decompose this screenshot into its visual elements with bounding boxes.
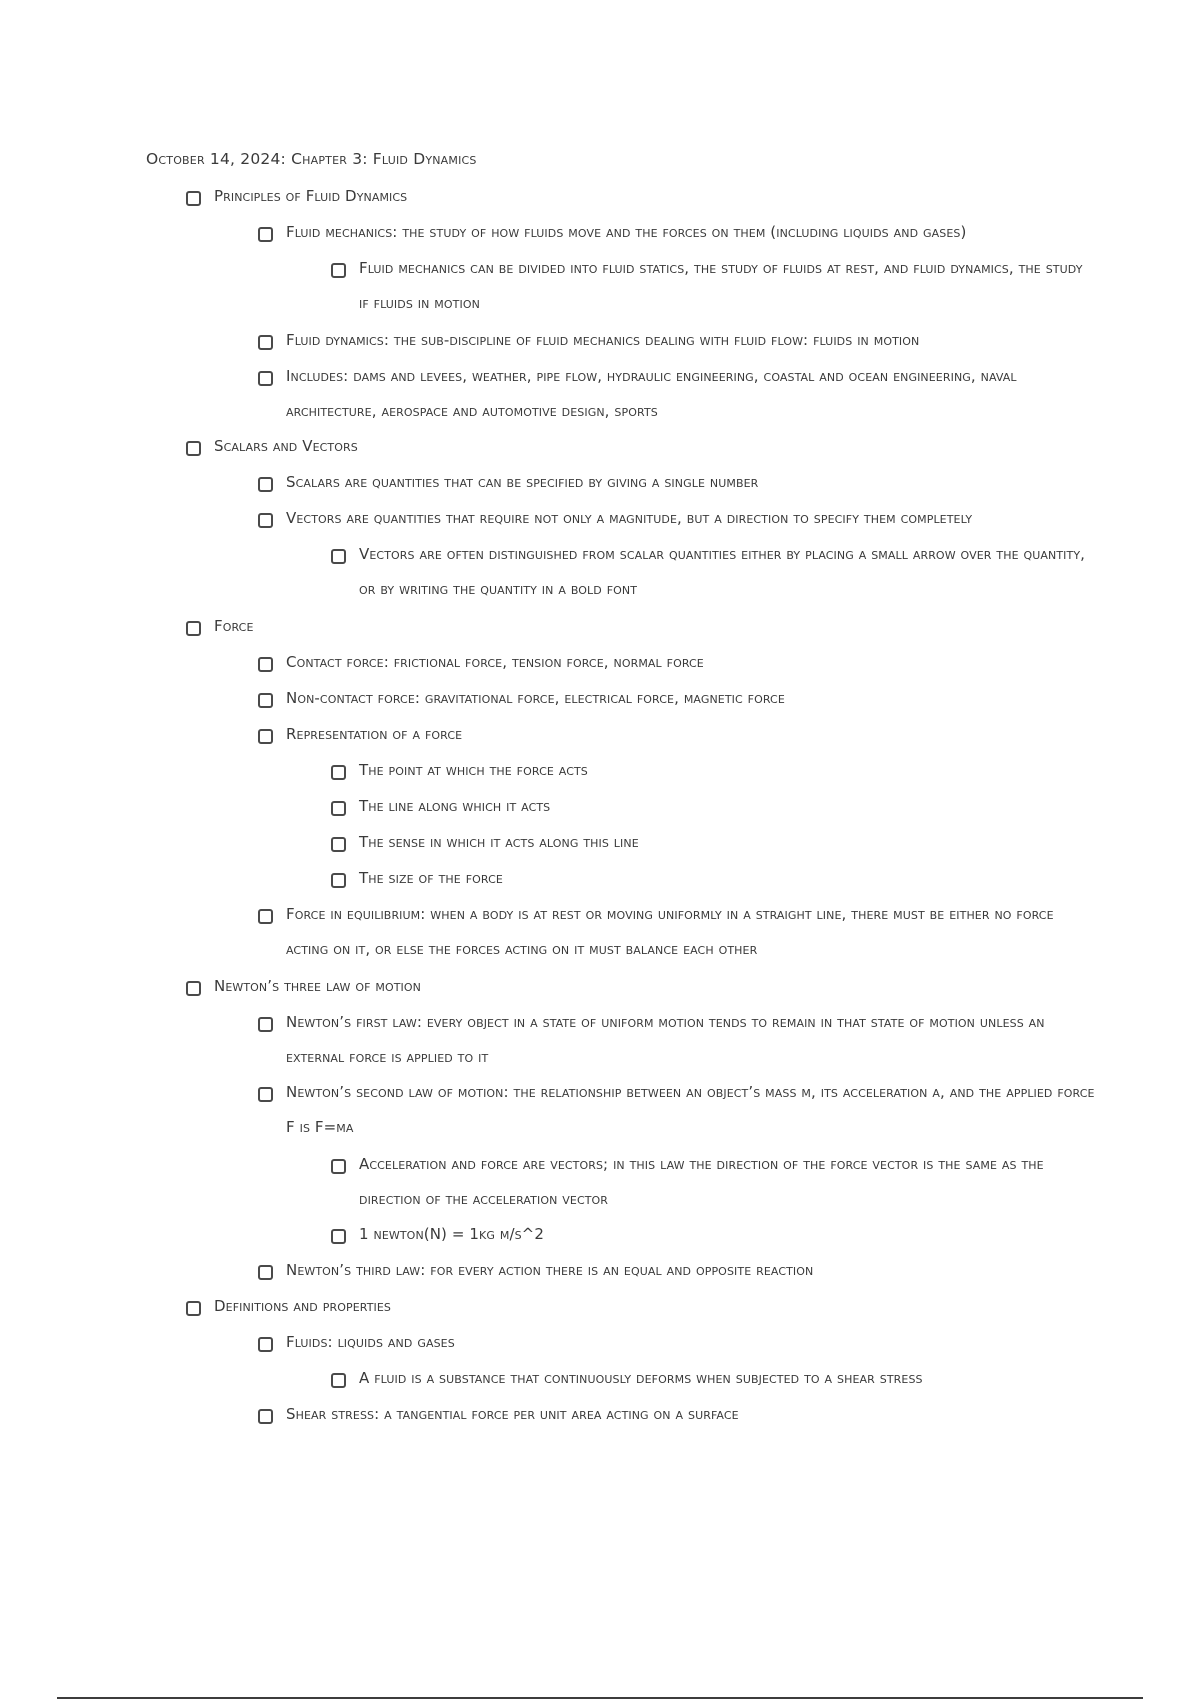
item-text: Newton’s three law of motion [214, 977, 421, 995]
checklist-item [186, 187, 1086, 214]
item-text: Vectors are often distinguished from scalar quantities either by placing a small arrow over the quantity, or by writing the quantity in a bold font [359, 545, 1086, 598]
checklist-item [258, 1013, 1098, 1075]
checklist-item [331, 1369, 1091, 1396]
page-title: October 14, 2024: Chapter 3: Fluid Dynamics [146, 150, 477, 168]
footer-divider [57, 1697, 1143, 1699]
checklist-item [331, 833, 1091, 860]
checklist-item [258, 689, 1098, 716]
checkbox[interactable] [258, 1265, 273, 1280]
item-text: Newton’s second law of motion: the relationship between an object’s mass m, its acceleration a, and the applied force F is F=ma [286, 1083, 1095, 1136]
item-text: Scalars are quantities that can be specified by giving a single number [286, 473, 759, 491]
checklist-item [258, 223, 1098, 250]
checklist-item [258, 653, 1098, 680]
checklist-item [331, 761, 1091, 788]
checkbox[interactable] [186, 621, 201, 636]
checkbox[interactable] [331, 801, 346, 816]
item-text: Principles of Fluid Dynamics [214, 187, 408, 205]
checkbox[interactable] [258, 513, 273, 528]
item-text: Force in equilibrium: when a body is at rest or moving uniformly in a straight line, there must be either no force acting on it, or else the forces acting on it must balance each other [286, 905, 1054, 958]
checkbox[interactable] [258, 335, 273, 350]
checklist-item [331, 797, 1091, 824]
checklist-item [331, 869, 1091, 896]
checkbox[interactable] [186, 1301, 201, 1316]
checkbox[interactable] [258, 729, 273, 744]
checklist-item [258, 473, 1098, 500]
item-text: Fluid mechanics can be divided into fluid statics, the study of fluids at rest, and fluid dynamics, the study if fluids in motion [359, 259, 1083, 312]
checkbox[interactable] [258, 1017, 273, 1032]
item-text: The sense in which it acts along this line [359, 833, 639, 851]
item-text: Newton’s third law: for every action there is an equal and opposite reaction [286, 1261, 814, 1279]
checkbox[interactable] [331, 873, 346, 888]
checklist-item [258, 509, 1098, 536]
checklist-item [186, 1297, 1086, 1324]
item-text: Vectors are quantities that require not only a magnitude, but a direction to specify them completely [286, 509, 973, 527]
checklist-item [258, 367, 1098, 429]
item-text: Definitions and properties [214, 1297, 391, 1315]
item-text: Representation of a force [286, 725, 463, 743]
item-text: Newton’s first law: every object in a state of uniform motion tends to remain in that state of motion unless an external force is applied to it [286, 1013, 1045, 1066]
checklist-item [331, 1225, 1091, 1252]
checkbox[interactable] [258, 693, 273, 708]
checkbox[interactable] [331, 549, 346, 564]
checkbox[interactable] [331, 1159, 346, 1174]
checklist-item [331, 259, 1091, 321]
checklist-item [331, 1155, 1091, 1217]
item-text: Contact force: frictional force, tension force, normal force [286, 653, 704, 671]
item-text: The size of the force [359, 869, 503, 887]
checklist-item [258, 331, 1098, 358]
checklist-item [186, 617, 1086, 644]
checklist-item [186, 437, 1086, 464]
item-text: Fluids: liquids and gases [286, 1333, 455, 1351]
checkbox[interactable] [331, 765, 346, 780]
item-text: The line along which it acts [359, 797, 551, 815]
item-text: The point at which the force acts [359, 761, 588, 779]
checkbox[interactable] [331, 1229, 346, 1244]
checkbox[interactable] [258, 1409, 273, 1424]
item-text: Includes: dams and levees, weather, pipe flow, hydraulic engineering, coastal and ocean engineering, naval architecture, aerospace and automotive design, sports [286, 367, 1017, 420]
item-text: Fluid dynamics: the sub-discipline of fluid mechanics dealing with fluid flow: fluids in motion [286, 331, 920, 349]
item-text: Non-contact force: gravitational force, electrical force, magnetic force [286, 689, 785, 707]
item-text: Scalars and Vectors [214, 437, 358, 455]
checkbox[interactable] [258, 477, 273, 492]
checkbox[interactable] [331, 263, 346, 278]
item-text: A fluid is a substance that continuously deforms when subjected to a shear stress [359, 1369, 923, 1387]
checklist-item [258, 725, 1098, 752]
checkbox[interactable] [186, 981, 201, 996]
item-text: Acceleration and force are vectors; in this law the direction of the force vector is the same as the direction of the acceleration vector [359, 1155, 1044, 1208]
checklist-item [258, 1261, 1098, 1288]
checkbox[interactable] [186, 191, 201, 206]
checklist-item [258, 1405, 1098, 1432]
checklist-item [258, 1333, 1098, 1360]
checklist-item [258, 1083, 1098, 1145]
item-text: Shear stress: a tangential force per unit area acting on a surface [286, 1405, 739, 1423]
checkbox[interactable] [186, 441, 201, 456]
checkbox[interactable] [258, 909, 273, 924]
item-text: Fluid mechanics: the study of how fluids move and the forces on them (including liquids and gases) [286, 223, 967, 241]
checkbox[interactable] [258, 657, 273, 672]
checkbox[interactable] [331, 837, 346, 852]
checklist-item [258, 905, 1098, 967]
checkbox[interactable] [258, 371, 273, 386]
checkbox[interactable] [331, 1373, 346, 1388]
checkbox[interactable] [258, 1087, 273, 1102]
checklist-item [186, 977, 1086, 1004]
checkbox[interactable] [258, 1337, 273, 1352]
checkbox[interactable] [258, 227, 273, 242]
item-text: Force [214, 617, 254, 635]
checklist-item [331, 545, 1091, 607]
item-text: 1 newton(N) = 1kg m/s^2 [359, 1225, 544, 1243]
